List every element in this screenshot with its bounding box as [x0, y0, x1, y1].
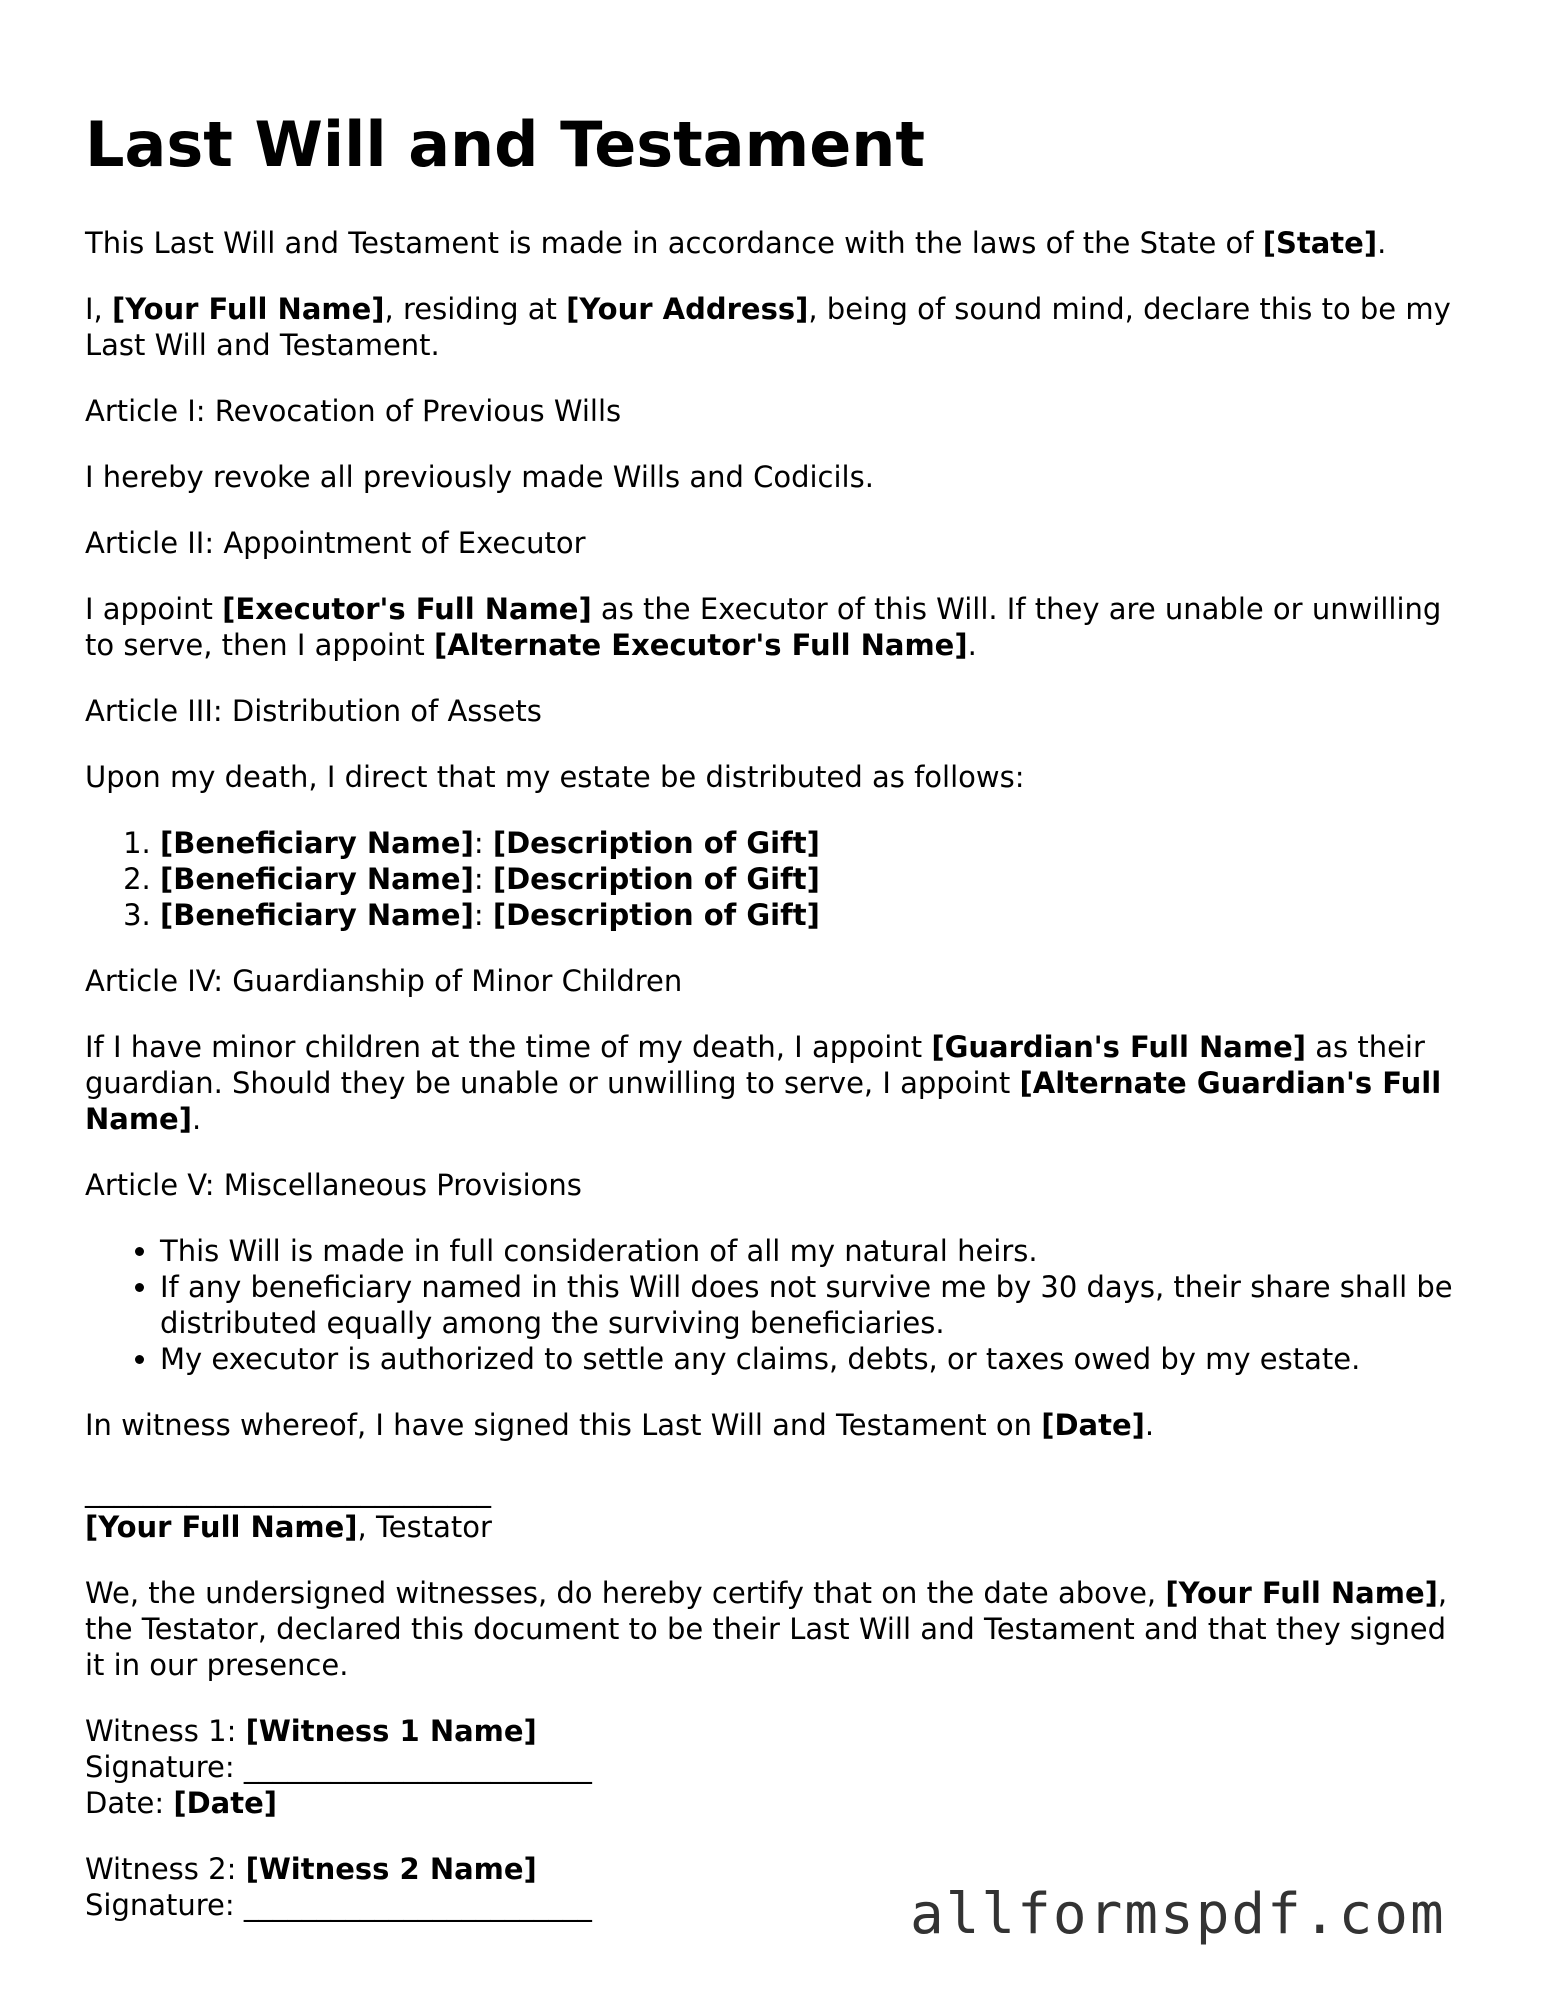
signature-line: ________________________ [243, 1750, 592, 1784]
signature-line: ________________________ [243, 1888, 592, 1922]
list-item: • This Will is made in full consideration of all my natural heirs. [160, 1233, 1465, 1269]
list-item: 2. [Beneficiary Name]: [Description of Gift] [160, 861, 1465, 897]
testator-name-placeholder: [Your Full Name] [85, 1510, 358, 1544]
list-item: • My executor is authorized to settle any claims, debts, or taxes owed by my estate. [160, 1341, 1465, 1377]
article-4-heading: Article IV: Guardianship of Minor Children [85, 964, 683, 998]
witness-1-block: Witness 1: [Witness 1 Name] Signature: ________________________ Date: [Date] [85, 1714, 592, 1820]
guardian-placeholder: [Guardian's Full Name] [931, 1030, 1307, 1064]
witness-2-name-placeholder: [Witness 2 Name] [245, 1852, 537, 1886]
intro-paragraph: This Last Will and Testament is made in accordance with the laws of the State of [State]. [85, 226, 1387, 260]
document-page [85, 105, 1465, 1953]
date-placeholder: [Date] [173, 1786, 277, 1820]
declaration-paragraph: I, [Your Full Name], residing at [Your Address], being of sound mind, declare this to be my Last Will and Testament. [85, 292, 1451, 362]
article-2-text: I appoint [Executor's Full Name] as the Executor of this Will. If they are unable or unwilling to serve, then I appoint [Alternate Executor's Full Name]. [85, 592, 1442, 662]
alternate-executor-placeholder: [Alternate Executor's Full Name] [433, 628, 968, 662]
article-4-text: If I have minor children at the time of my death, I appoint [Guardian's Full Name] as their guardian. Should they be unable or unwilling to serve, I appoint [Alternate Guardian's Full Name]. [85, 1030, 1442, 1136]
document-title: Last Will and Testament [85, 108, 926, 181]
full-name-placeholder: [Your Full Name] [112, 292, 385, 326]
witness-clause: In witness whereof, I have signed this Last Will and Testament on [Date]. [85, 1408, 1155, 1442]
state-placeholder: [State] [1262, 226, 1378, 260]
provisions-list [85, 1233, 1465, 1377]
list-item: 3. [Beneficiary Name]: [Description of Gift] [160, 897, 1465, 933]
witness-2-block: Witness 2: [Witness 2 Name] Signature: ________________________ [85, 1852, 592, 1922]
executor-placeholder: [Executor's Full Name] [222, 592, 592, 626]
testator-name-placeholder: [Your Full Name] [1165, 1576, 1438, 1610]
article-1-text: I hereby revoke all previously made Wills and Codicils. [85, 460, 874, 494]
certification-paragraph: We, the undersigned witnesses, do hereby certify that on the date above, [Your Full Name], the Testator, declared this document to be their Last Will and Testament and that they signed it in our presence. [85, 1576, 1448, 1682]
article-2-heading: Article II: Appointment of Executor [85, 526, 586, 560]
list-item: • If any beneficiary named in this Will does not survive me by 30 days, their share shall be distributed equally among the surviving beneficiaries. [160, 1269, 1465, 1341]
watermark-text: allformspdf.com [910, 1882, 1446, 1947]
witness-1-name-placeholder: [Witness 1 Name] [245, 1714, 537, 1748]
article-1-heading: Article I: Revocation of Previous Wills [85, 394, 622, 428]
testator-signature-block: ____________________________ [Your Full Name], Testator [85, 1473, 1465, 1545]
article-3-text: Upon my death, I direct that my estate be distributed as follows: [85, 760, 1025, 794]
date-placeholder: [Date] [1041, 1408, 1145, 1442]
article-5-heading: Article V: Miscellaneous Provisions [85, 1168, 582, 1202]
alternate-guardian-placeholder: [Alternate Guardian's Full Name] [85, 1066, 1442, 1136]
beneficiary-list [85, 825, 1465, 933]
article-3-heading: Article III: Distribution of Assets [85, 694, 542, 728]
address-placeholder: [Your Address] [566, 292, 809, 326]
signature-line: ____________________________ [85, 1474, 491, 1508]
list-item: 1. [Beneficiary Name]: [Description of Gift] [160, 825, 1465, 861]
